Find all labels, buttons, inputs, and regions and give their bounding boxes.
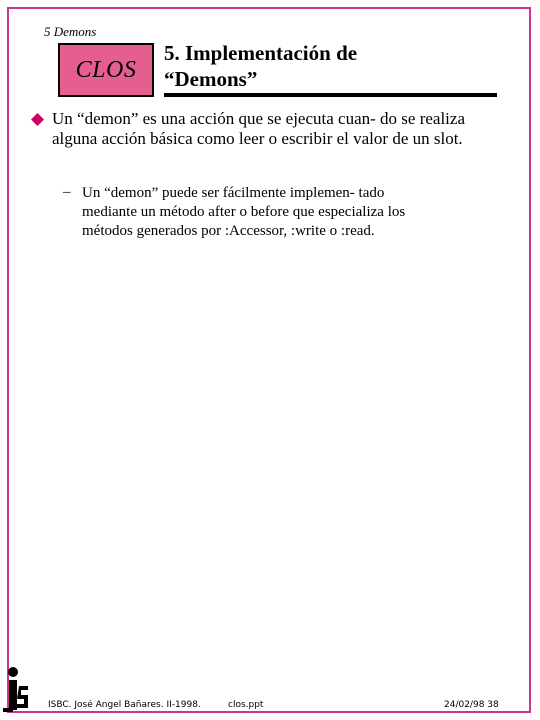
clos-logo-box	[58, 43, 154, 97]
diamond-bullet-icon	[31, 113, 44, 126]
sub-bullet-text: Un “demon” puede ser fácilmente implemen- tado mediante un método after o before que especializa los métodos generados por :Accessor, :write o :read.	[82, 185, 406, 239]
footer-author: ISBC. José Angel Bañares. II-1998.	[48, 700, 201, 710]
title-line-2: “Demons”	[164, 67, 258, 91]
title-underline	[164, 93, 497, 97]
slide-title	[164, 40, 494, 92]
institution-logo-icon	[2, 664, 32, 714]
main-bullet-text: Un “demon” es una acción que se ejecuta cuan- do se realiza alguna acción básica como leer o escribir el valor de un slot.	[52, 109, 465, 148]
clos-logo-text: CLOS	[75, 57, 137, 83]
footer-file: clos.ppt	[228, 700, 264, 710]
section-label: 5 Demons	[44, 24, 97, 39]
footer-date-page: 24/02/98 38	[444, 700, 499, 710]
sub-bullet-dash: –	[63, 184, 71, 200]
title-line-1: 5. Implementación de	[164, 41, 358, 65]
